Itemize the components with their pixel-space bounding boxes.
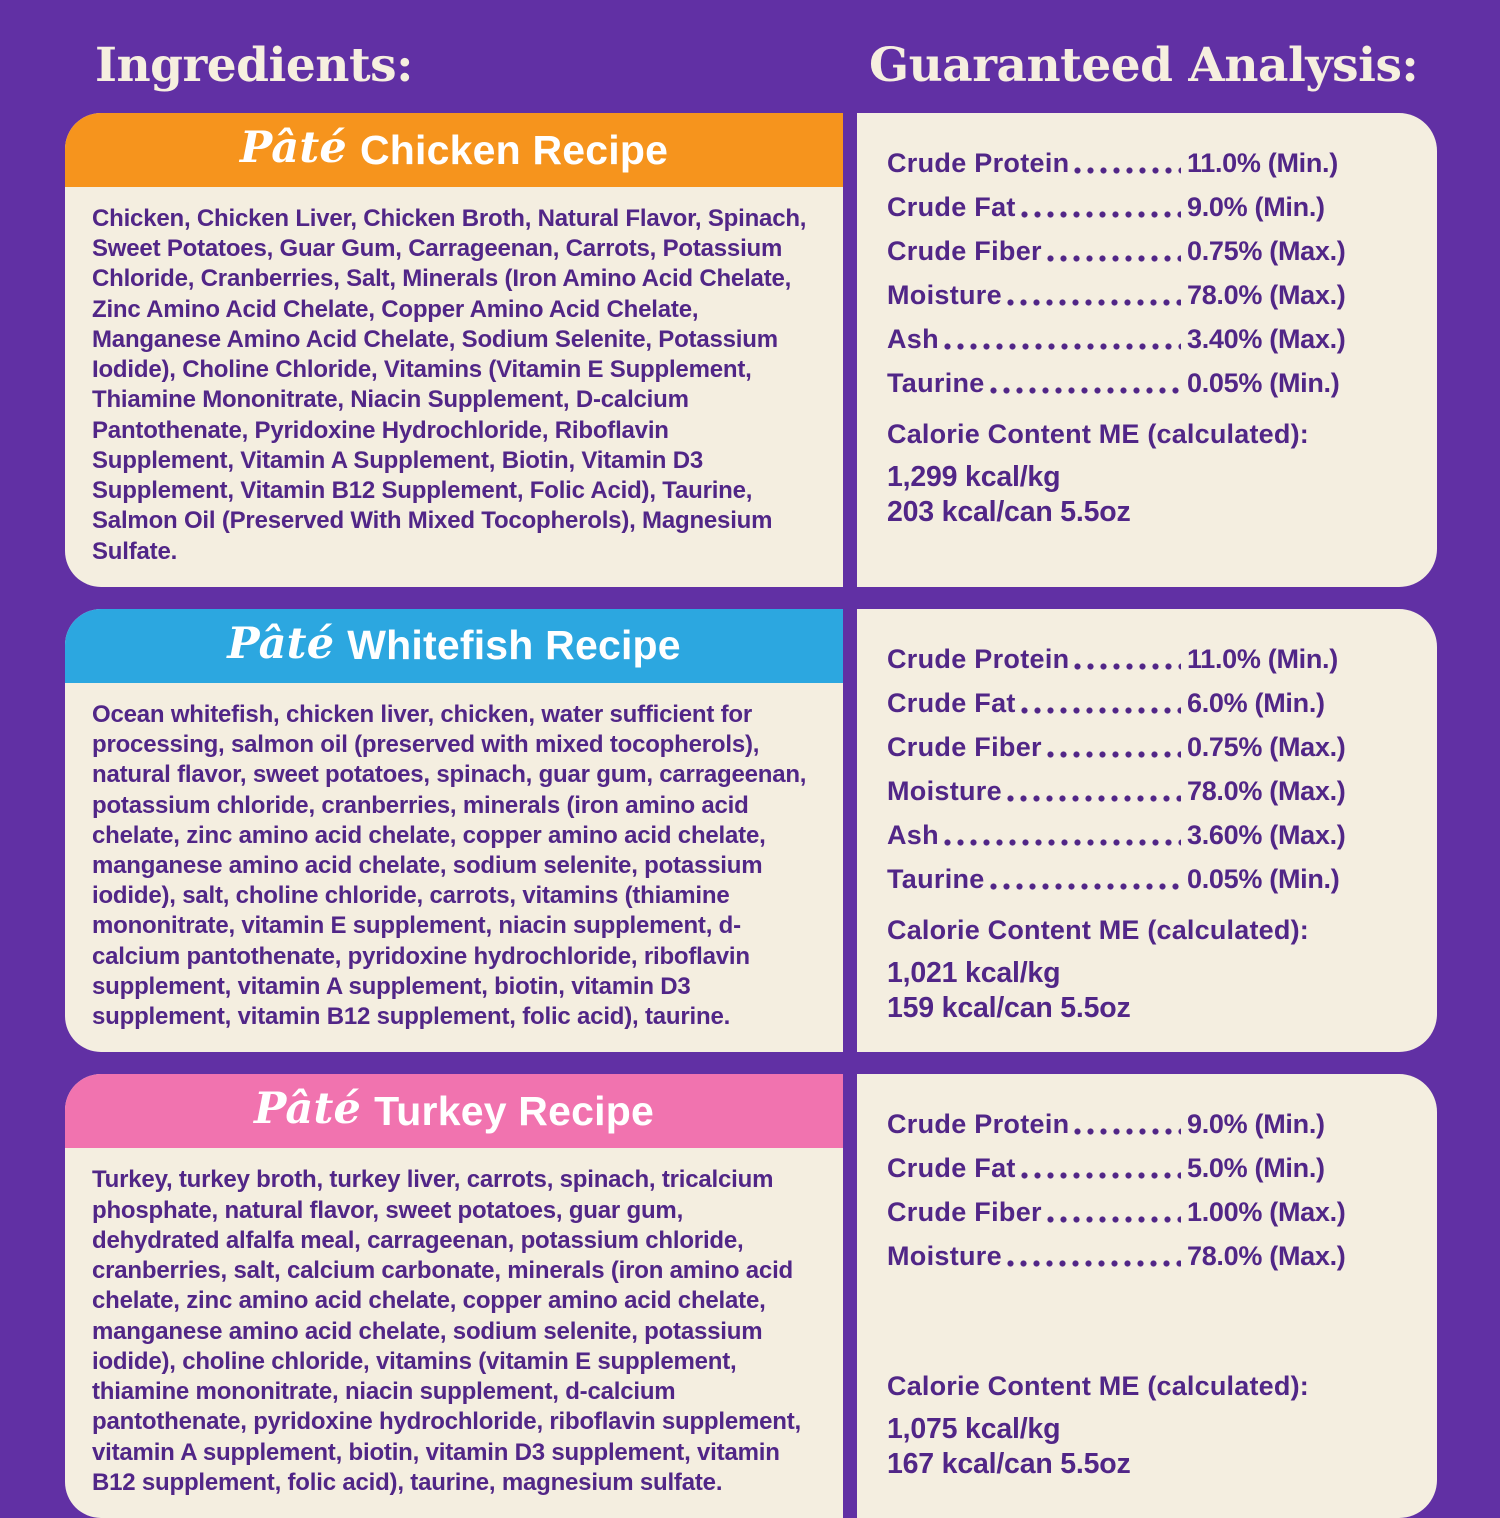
analysis-value: 78.0% (Max.)	[1187, 1241, 1346, 1272]
analysis-label: Crude Fat	[887, 192, 1016, 222]
analysis-value: 1.00% (Max.)	[1187, 1197, 1346, 1228]
calorie-kcal-kg: 1,299 kcal/kg	[887, 461, 1061, 493]
dotted-leader	[1020, 1171, 1181, 1180]
ingredients-panel-turkey	[65, 1074, 843, 1518]
analysis-value: 11.0% (Min.)	[1187, 148, 1338, 178]
analysis-row	[887, 813, 1417, 857]
analysis-value: 0.75% (Max.)	[1187, 236, 1346, 266]
analysis-rows	[887, 1102, 1417, 1278]
analysis-label: Crude Fiber	[887, 1197, 1042, 1228]
analysis-value: 3.60% (Max.)	[1187, 819, 1346, 850]
analysis-value: 78.0% (Max.)	[1187, 775, 1346, 806]
dotted-leader	[1073, 662, 1181, 671]
dotted-leader	[1046, 750, 1181, 759]
analysis-label: Moisture	[887, 775, 1002, 806]
analysis-label: Taurine	[887, 863, 985, 894]
dotted-leader	[989, 386, 1181, 395]
dotted-leader	[989, 882, 1181, 891]
recipe-name-script: Pâté	[239, 123, 347, 173]
analysis-label: Crude Protein	[887, 643, 1070, 674]
dotted-leader	[1006, 794, 1181, 803]
recipe-name-script: Pâté	[254, 1084, 362, 1135]
recipe-card-whitefish	[65, 609, 1500, 1053]
analysis-rows	[887, 141, 1417, 405]
analysis-row	[887, 857, 1417, 901]
recipe-header-turkey	[65, 1074, 843, 1148]
analysis-row	[887, 1146, 1417, 1190]
ingredients-panel-chicken	[65, 113, 843, 587]
recipe-name: Whitefish Recipe	[347, 622, 681, 669]
analysis-panel-chicken	[857, 113, 1437, 587]
ingredients-text-chicken: Chicken, Chicken Liver, Chicken Broth, Natural Flavor, Spinach, Sweet Potatoes, Guar Gum, Carrageenan, Carrots, Potassium Chloride, Cranberries, Salt, Minerals (Iron Amino Acid Chelate, Zinc Amino Acid Chelate, Copper Amino Acid Chelate, Manganese Amino Acid Chelate, Sodium Selenite, Potassium Iodide), Choline Chloride, Vitamins (Vitamin E Supplement, Thiamine Mononitrate, Niacin Supplement, D-calcium Pantothenate, Pyridoxine Hydrochloride, Riboflavin Supplement, Vitamin A Supplement, Biotin, Vitamin D3 Supplement, Vitamin B12 Supplement, Folic Acid), Taurine, Salmon Oil (Preserved With Mixed Tocopherols), Magnesium Sulfate.	[92, 205, 807, 565]
analysis-label: Moisture	[887, 1241, 1002, 1272]
calorie-content-block	[887, 1371, 1417, 1482]
analysis-panel-whitefish	[857, 609, 1437, 1053]
calorie-heading: Calorie Content ME (calculated):	[887, 1371, 1309, 1402]
ingredients-text-turkey: Turkey, turkey broth, turkey liver, carrots, spinach, tricalcium phosphate, natural flavor, sweet potatoes, guar gum, dehydrated alfalfa meal, carrageenan, potassium chloride, cranberries, salt, calcium carbonate, minerals (iron amino acid chelate, zinc amino acid chelate, copper amino acid chelate, manganese amino acid chelate, sodium selenite, potassium iodide), choline chloride, vitamins (vitamin E supplement, thiamine mononitrate, niacin supplement, d-calcium pantothenate, pyridoxine hydrochloride, riboflavin supplement, vitamin A supplement, biotin, vitamin D3 supplement, vitamin B12 supplement, folic acid), taurine, magnesium sulfate.	[92, 1166, 802, 1496]
analysis-value: 11.0% (Min.)	[1187, 643, 1338, 674]
analysis-row	[887, 1102, 1417, 1146]
analysis-row	[887, 725, 1417, 769]
analysis-value: 78.0% (Max.)	[1187, 280, 1346, 310]
dotted-leader	[943, 838, 1181, 847]
analysis-row	[887, 141, 1417, 185]
ingredients-text-whitefish: Ocean whitefish, chicken liver, chicken, water sufficient for processing, salmon oil (preserved with mixed tocopherols), natural flavor, sweet potatoes, spinach, guar gum, carrageenan, potassium chloride, cranberries, minerals (iron amino acid chelate, zinc amino acid chelate, copper amino acid chelate, manganese amino acid chelate, sodium selenite, potassium iodide), salt, choline chloride, carrots, vitamins (thiamine mononitrate, vitamin E supplement, niacin supplement, d-calcium pantothenate, pyridoxine hydrochloride, riboflavin supplement, vitamin A supplement, biotin, vitamin D3 supplement, vitamin B12 supplement, folic acid), taurine.	[92, 700, 807, 1031]
ingredients-heading: Ingredients:	[95, 38, 413, 93]
calorie-content-block	[887, 419, 1417, 530]
analysis-row	[887, 1234, 1417, 1278]
analysis-value: 3.40% (Max.)	[1187, 324, 1346, 354]
calorie-kcal-can: 167 kcal/can 5.5oz	[887, 1448, 1131, 1481]
analysis-value: 0.05% (Min.)	[1187, 863, 1340, 894]
dotted-leader	[1006, 1259, 1181, 1268]
dotted-leader	[1006, 298, 1181, 307]
analysis-value: 6.0% (Min.)	[1187, 687, 1325, 718]
dotted-leader	[943, 342, 1181, 351]
analysis-value: 0.05% (Min.)	[1187, 368, 1340, 398]
analysis-value: 5.0% (Min.)	[1187, 1153, 1325, 1184]
analysis-panel-turkey	[857, 1074, 1437, 1518]
analysis-value: 9.0% (Min.)	[1187, 192, 1325, 222]
recipe-header-chicken	[65, 113, 843, 187]
recipe-name: Turkey Recipe	[374, 1087, 654, 1134]
dotted-leader	[1020, 210, 1181, 219]
dotted-leader	[1073, 1127, 1181, 1136]
analysis-row	[887, 769, 1417, 813]
analysis-label: Crude Fat	[887, 1153, 1016, 1184]
ingredients-panel-whitefish	[65, 609, 843, 1053]
analysis-label: Crude Fiber	[887, 731, 1042, 762]
analysis-row	[887, 681, 1417, 725]
analysis-label: Crude Fiber	[887, 236, 1042, 266]
guaranteed-analysis-heading: Guaranteed Analysis:	[869, 38, 1419, 93]
analysis-label: Crude Fat	[887, 687, 1016, 718]
dotted-leader	[1046, 254, 1181, 263]
analysis-label: Ash	[887, 324, 939, 354]
calorie-heading: Calorie Content ME (calculated):	[887, 419, 1309, 449]
analysis-label: Crude Protein	[887, 148, 1070, 178]
calorie-kcal-kg: 1,021 kcal/kg	[887, 956, 1061, 989]
recipe-name: Chicken Recipe	[359, 126, 669, 173]
recipe-name-script: Pâté	[227, 618, 335, 669]
dotted-leader	[1020, 706, 1181, 715]
analysis-label: Taurine	[887, 368, 985, 398]
analysis-label: Moisture	[887, 280, 1002, 310]
calorie-kcal-can: 203 kcal/can 5.5oz	[887, 495, 1131, 528]
dotted-leader	[1073, 166, 1181, 175]
page-headings	[0, 0, 1500, 113]
calorie-kcal-kg: 1,075 kcal/kg	[887, 1413, 1061, 1446]
analysis-value: 0.75% (Max.)	[1187, 731, 1346, 762]
analysis-row	[887, 1190, 1417, 1234]
recipe-card-turkey	[65, 1074, 1500, 1518]
dotted-leader	[1046, 1215, 1181, 1224]
calorie-heading: Calorie Content ME (calculated):	[887, 914, 1309, 945]
recipe-header-whitefish	[65, 609, 843, 683]
analysis-row	[887, 185, 1417, 229]
analysis-row	[887, 229, 1417, 273]
calorie-kcal-can: 159 kcal/can 5.5oz	[887, 991, 1131, 1024]
analysis-rows	[887, 637, 1417, 901]
analysis-row	[887, 317, 1417, 361]
recipe-card-chicken	[65, 113, 1500, 587]
analysis-row	[887, 273, 1417, 317]
calorie-content-block	[887, 915, 1417, 1026]
analysis-label: Ash	[887, 819, 939, 850]
analysis-value: 9.0% (Min.)	[1187, 1109, 1325, 1140]
analysis-row	[887, 637, 1417, 681]
analysis-row	[887, 361, 1417, 405]
analysis-label: Crude Protein	[887, 1109, 1070, 1140]
